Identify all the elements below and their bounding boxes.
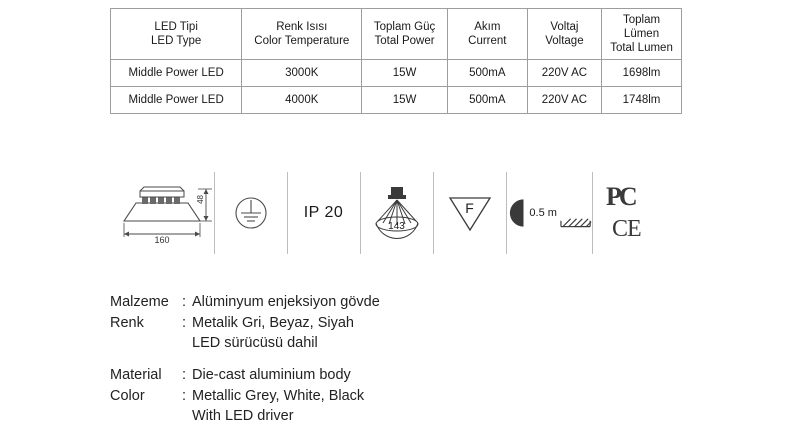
certification-marks — [592, 180, 682, 246]
icon-cell-certifications — [592, 172, 682, 254]
distance-label: 0.5 m — [529, 207, 557, 219]
ip-rating-label: IP 20 — [303, 204, 344, 221]
cell-total-power: 15W — [362, 60, 448, 87]
label-material: Material — [110, 367, 162, 383]
cell-color-temperature: 4000K — [242, 87, 362, 114]
icon-cell-distance — [506, 172, 592, 254]
cell-voltage: 220V AC — [527, 87, 601, 114]
header-line-en: Voltage — [545, 35, 584, 48]
column-header-current — [447, 9, 527, 60]
value-malzeme: Alüminyum enjeksiyon gövde — [192, 294, 380, 310]
table-header — [111, 9, 682, 60]
header-line-tr: Voltaj — [550, 21, 579, 33]
minimum-distance-icon — [506, 190, 592, 236]
value-renk: Metalik Gri, Beyaz, Siyah — [192, 314, 354, 331]
column-header-total-power — [362, 9, 448, 60]
header-line-en: Total Power — [374, 35, 435, 48]
cell-voltage: 220V AC — [527, 60, 601, 87]
table-row — [111, 87, 682, 114]
description-block-en — [110, 365, 364, 427]
icon-cell-beam-angle — [360, 172, 433, 254]
earth-ground-icon — [225, 187, 277, 239]
header-line-tr: Toplam Lümen — [622, 14, 661, 41]
header-line-tr: LED Tipi — [154, 21, 198, 33]
specification-table — [110, 8, 682, 114]
table-row — [111, 60, 682, 87]
cell-color-temperature: 3000K — [242, 60, 362, 87]
header-line-tr: Akım — [474, 21, 501, 33]
cell-current: 500mA — [447, 87, 527, 114]
header-line-tr: Toplam Güç — [373, 21, 436, 33]
label-color: Color — [110, 387, 145, 404]
description-row-color-en — [110, 386, 364, 407]
cell-total-power: 15W — [362, 87, 448, 114]
cell-led-type: Middle Power LED — [111, 60, 242, 87]
cell-led-type: Middle Power LED — [111, 87, 242, 114]
column-header-voltage — [527, 9, 601, 60]
column-header-total-lumen — [602, 9, 682, 60]
separator-colon: : — [182, 367, 187, 383]
description-row-color-tr — [110, 313, 380, 334]
dimension-width-label: 160 — [154, 235, 170, 245]
value-material: Die-cast aluminium body — [192, 367, 351, 383]
value-color: Metallic Grey, White, Black — [192, 387, 365, 404]
description-row-material-en — [110, 365, 364, 386]
beam-angle-icon — [366, 183, 428, 243]
icon-cell-f-mark — [433, 172, 506, 254]
header-line-en: Color Temperature — [254, 35, 350, 48]
cell-current: 500mA — [447, 60, 527, 87]
header-line-tr: Renk Isısı — [276, 21, 328, 33]
f-mark-label: F — [465, 200, 474, 216]
description-block-tr — [110, 292, 380, 354]
separator-colon: : — [182, 294, 187, 310]
separator-colon: : — [182, 314, 187, 331]
cell-total-lumen: 1698lm — [602, 60, 682, 87]
icon-cell-dimensions — [110, 172, 214, 254]
dimension-height-label: 48 — [196, 195, 205, 204]
beam-angle-label: 143 — [388, 221, 405, 232]
table-header-row — [111, 9, 682, 60]
header-line-en: Total Lumen — [610, 42, 673, 55]
label-malzeme: Malzeme — [110, 294, 169, 310]
spec-table-container — [110, 8, 682, 114]
icon-cell-ip-rating — [287, 172, 360, 254]
column-header-color-temperature — [242, 9, 362, 60]
table-body — [111, 60, 682, 114]
note-driver-en: With LED driver — [192, 408, 294, 425]
note-driver-tr: LED sürücüsü dahil — [192, 335, 318, 352]
header-line-en: Current — [468, 35, 507, 48]
separator-colon: : — [182, 387, 187, 404]
column-header-led-type — [111, 9, 242, 60]
icon-cell-earth — [214, 172, 287, 254]
cell-total-lumen: 1748lm — [602, 87, 682, 114]
header-line-en: LED Type — [151, 35, 202, 48]
label-renk: Renk — [110, 314, 144, 331]
description-row-material-tr — [110, 292, 380, 313]
pc-mark-icon: PC — [606, 182, 635, 211]
icon-strip — [110, 172, 682, 254]
fixture-dimension-drawing-icon — [110, 177, 214, 249]
f-mark-icon — [444, 188, 496, 238]
ce-mark-icon: CE — [612, 216, 641, 242]
